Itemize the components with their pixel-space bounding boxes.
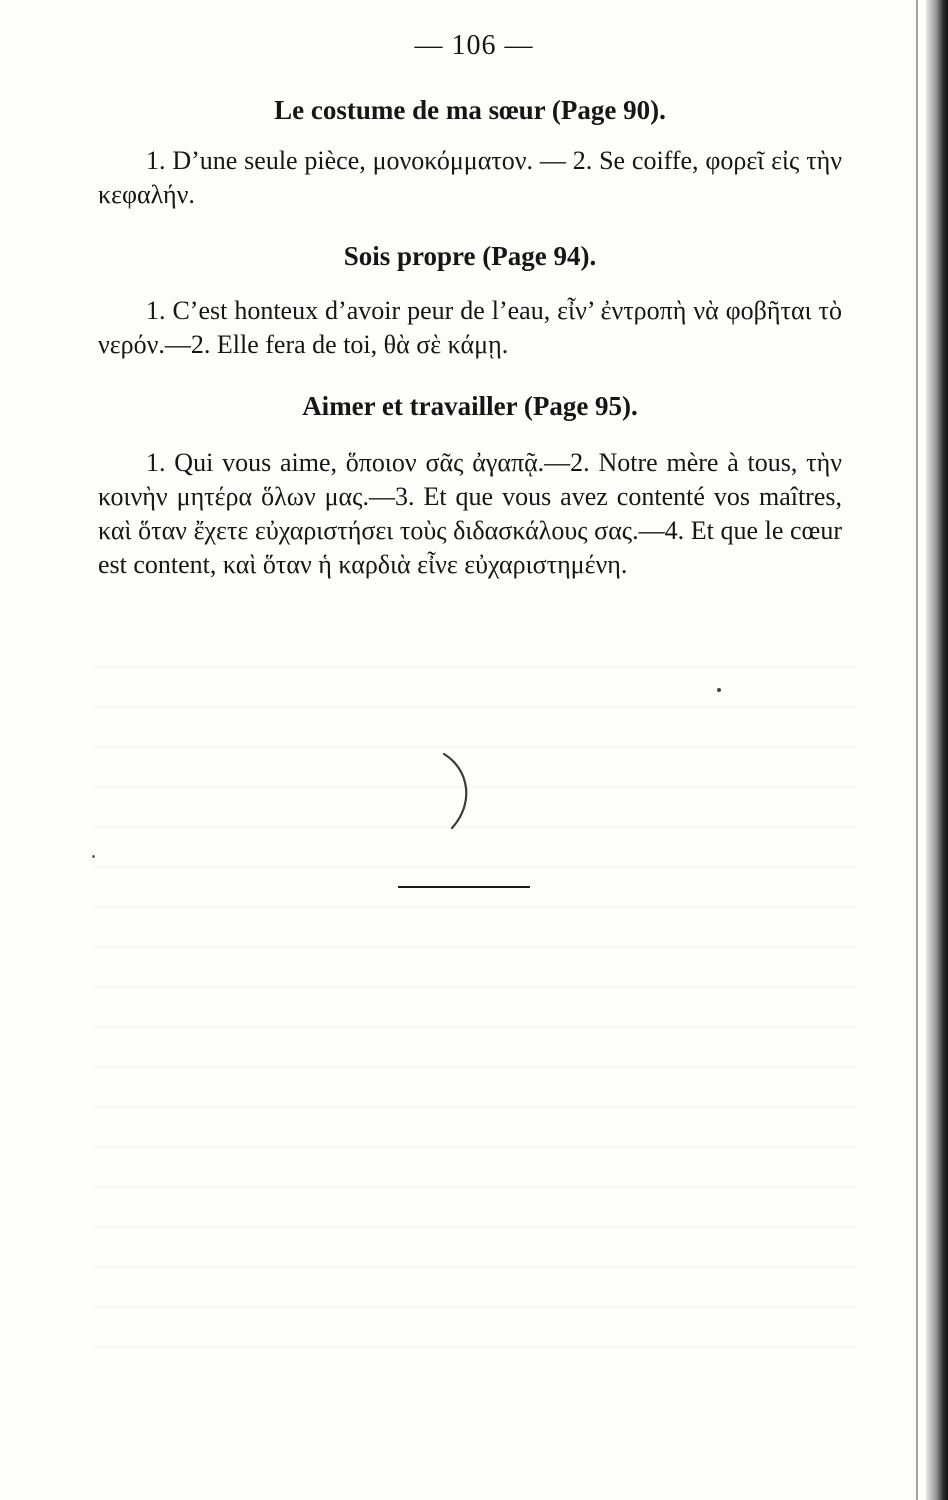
bleed-through-texture <box>95 640 855 1360</box>
section-title-main: Aimer et travailler <box>302 391 518 421</box>
section-title-page-ref: (Page 95). <box>523 391 638 421</box>
ink-dot-mark <box>717 688 721 692</box>
section-title-main: Le costume de ma sœur <box>274 95 546 125</box>
section-title-costume <box>98 92 842 128</box>
spine-shadow-line <box>916 0 918 1500</box>
ink-dot-mark <box>92 855 95 858</box>
page-number: — 106 — <box>414 30 534 61</box>
page-content <box>98 92 842 582</box>
section-title-sois-propre <box>98 238 842 274</box>
pencil-curve-mark <box>440 752 480 832</box>
section-text-aimer-travailler: 1. Qui vous aime, ὅποιον σᾶς ἀγαπᾷ.—2. Notre mère à tous, τὴν κοινὴν μητέρα ὅλων μας.—3. Et que vous avez contenté vos maîtres, καὶ ὅταν ἔχετε εὐχαριστήσει τοὺς διδασκάλους σας.—4. Et que le cœur est content, καὶ ὅταν ἡ καρδιὰ εἶνε εὐχαριστημένη. <box>98 448 842 579</box>
section-text-sois-propre: 1. C’est honteux d’avoir peur de l’eau, εἶν’ ἐντροπὴ νὰ φοβῆται τὸ νερόν.—2. Elle fera de toi, θὰ σὲ κάμῃ. <box>98 296 842 359</box>
section-text-costume: 1. D’une seule pièce, μονοκόμματον. — 2. Se coiffe, φορεῖ εἰς τὴν κεφαλήν. <box>98 146 842 209</box>
end-rule-divider <box>398 886 530 888</box>
book-spine-edge <box>926 0 948 1500</box>
section-title-page-ref: (Page 94). <box>482 241 597 271</box>
section-title-page-ref: (Page 90). <box>551 95 666 125</box>
section-title-aimer-travailler <box>98 388 842 424</box>
section-title-main: Sois propre <box>343 241 476 271</box>
